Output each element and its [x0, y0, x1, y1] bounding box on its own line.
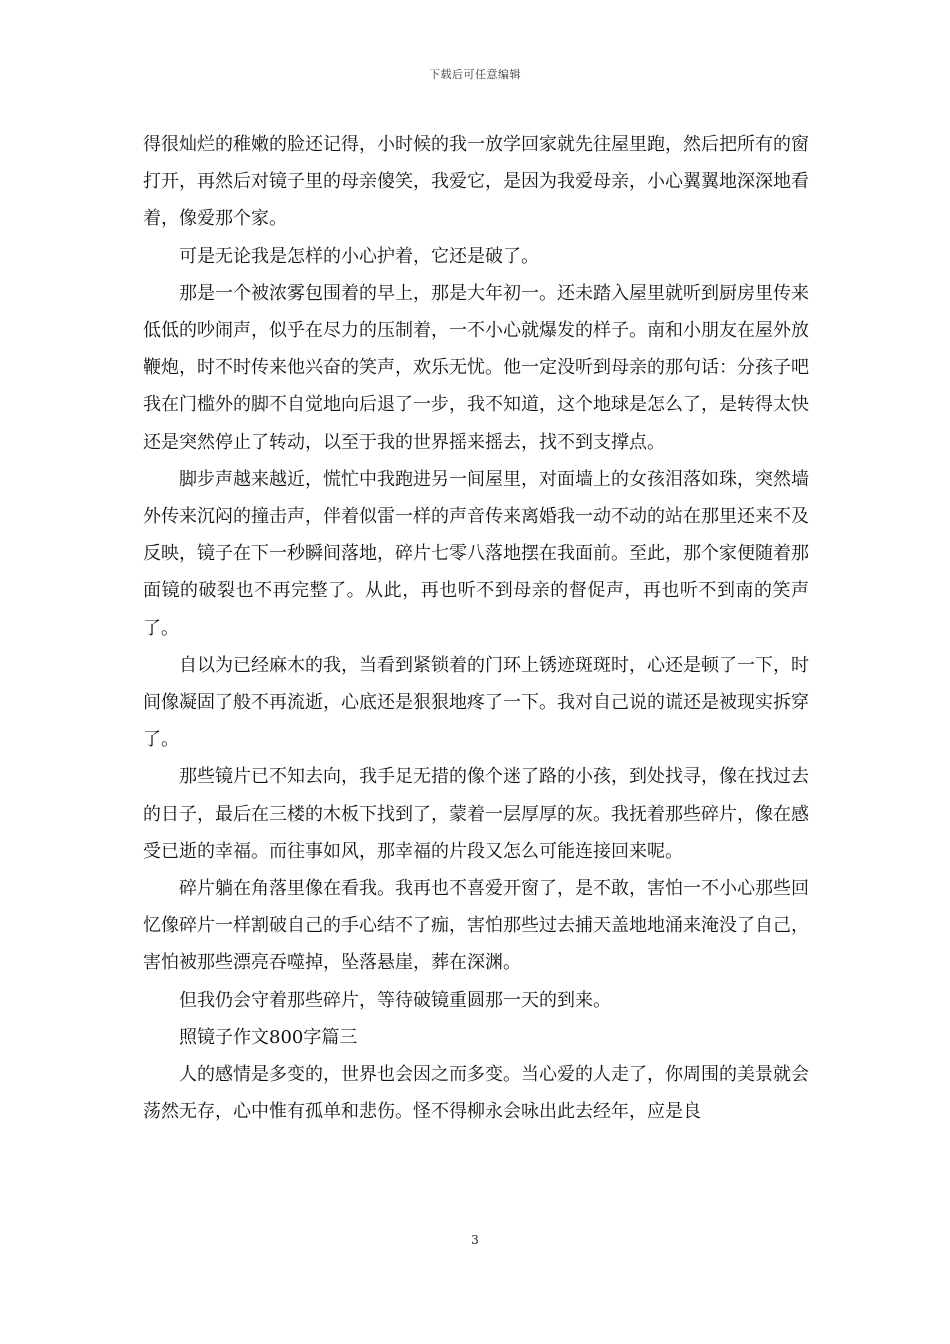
paragraph: 那是一个被浓雾包围着的早上，那是大年初一。还未踏入屋里就听到厨房里传来低低的吵闹声，似乎在尽力的压制着，一不小心就爆发的样子。南和小朋友在屋外放鞭炮，时不时传来他兴奋的笑声，欢乐无忧。他一定没听到母亲的那句话：分孩子吧我在门槛外的脚不自觉地向后退了一步，我不知道，这个地球是怎么了，是转得太快还是突然停止了转动，以至于我的世界摇来摇去，找不到支撑点。: [143, 282, 809, 453]
section-heading: 照镜子作文800字篇三: [179, 1026, 358, 1048]
paragraph: 那些镜片已不知去向，我手足无措的像个迷了路的小孩，到处找寻，像在找过去的日子，最后在三楼的木板下找到了，蒙着一层厚厚的灰。我抚着那些碎片，像在感受已逝的幸福。而往事如风，那幸福的片段又怎么可能连接回来呢。: [143, 766, 809, 862]
paragraph: 得很灿烂的稚嫩的脸还记得，小时候的我一放学回家就先往屋里跑，然后把所有的窗打开，再然后对镜子里的母亲傻笑，我爱它，是因为我爱母亲，小心翼翼地深深地看着，像爱那个家。: [143, 134, 809, 230]
paragraph: 脚步声越来越近，慌忙中我跑进另一间屋里，对面墙上的女孩泪落如珠，突然墙外传来沉闷的撞击声，伴着似雷一样的声音传来离婚我一动不动的站在那里还来不及反映，镜子在下一秒瞬间落地，碎片七零八落地摆在我面前。至此，那个家便随着那面镜的破裂也不再完整了。从此，再也听不到母亲的督促声，再也听不到南的笑声了。: [143, 468, 809, 639]
page-number: 3: [471, 1233, 479, 1247]
paragraph: 可是无论我是怎样的小心护着，它还是破了。: [179, 245, 539, 267]
paragraph: 但我仍会守着那些碎片，等待破镜重圆那一天的到来。: [179, 989, 611, 1011]
paragraph: 碎片躺在角落里像在看我。我再也不喜爱开窗了，是不敢，害怕一不小心那些回忆像碎片一样割破自己的手心结不了痂，害怕那些过去捕天盖地地涌来淹没了自己，害怕被那些漂亮吞噬掉，坠落悬崖，葬在深渊。: [143, 878, 809, 974]
document-body: [143, 126, 809, 1130]
paragraph: 人的感情是多变的，世界也会因之而多变。当心爱的人走了，你周围的美景就会荡然无存，心中惟有孤单和悲伤。怪不得柳永会咏出此去经年，应是良: [143, 1064, 809, 1123]
paragraph: 自以为已经麻木的我，当看到紧锁着的门环上锈迹斑斑时，心还是顿了一下，时间像凝固了般不再流逝，心底还是狠狠地疼了一下。我对自己说的谎还是被现实拆穿了。: [143, 654, 809, 751]
page-header: 下载后可任意编辑: [429, 68, 521, 81]
